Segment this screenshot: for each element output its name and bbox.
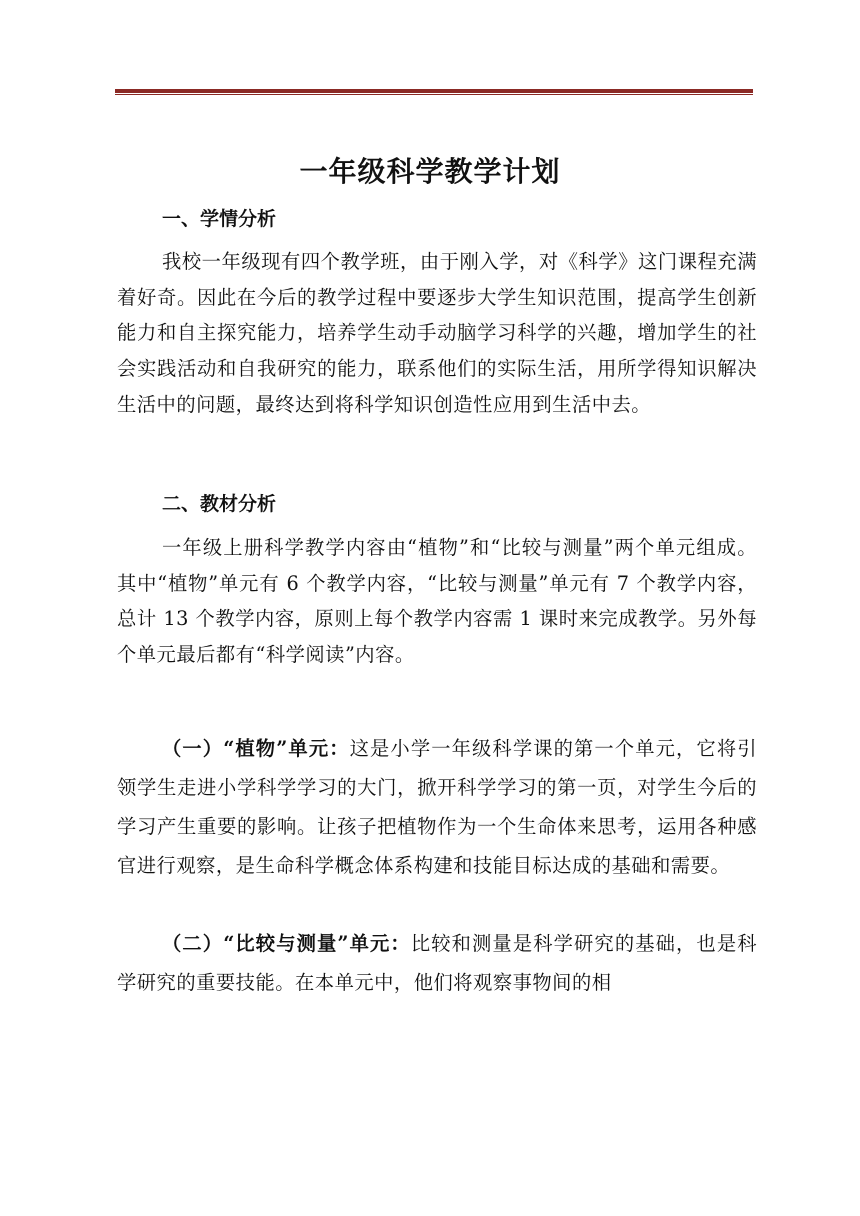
unit-plants-text: 这是小学一年级科学课的第一个单元，它将引领学生走进小学科学学习的大门，掀开科学学习的第一页，对学生今后的学习产生重要的影响。让孩子把植物作为一个生命体来思考，运用各种感官进行观察，是生命科学概念体系构建和技能目标达成的基础和需要。 [117,737,758,877]
unit-measure-text: 比较和测量是科学研究的基础，也是科学研究的重要技能。在本单元中，他们将观察事物间的相 [117,932,758,994]
unit-measure-paragraph [117,924,757,1002]
section-heading-textbook: 二、教材分析 [162,493,277,515]
unit-plants-lead: （一）“植物”单元： [162,737,350,760]
unit-plants-paragraph [117,729,757,885]
document-title: 一年级科学教学计划 [299,155,561,188]
header-rule [115,89,753,97]
section-text-textbook: 一年级上册科学教学内容由“植物”和“比较与测量”两个单元组成。其中“植物”单元有 6 个教学内容，“比较与测量”单元有 7 个教学内容，总计 13 个教学内容，原则上每个教学内容需 1 课时来完成教学。另外每个单元最后都有“科学阅读”内容。 [117,536,757,667]
header-rule-thick [115,89,753,93]
section-heading-situation: 一、学情分析 [162,208,277,230]
unit-measure-lead: （二）“比较与测量”单元： [162,932,411,955]
section-text-situation: 我校一年级现有四个教学班，由于刚入学，对《科学》这门课程充满着好奇。因此在今后的教学过程中要逐步大学生知识范围，提高学生创新能力和自主探究能力，培养学生动手动脑学习科学的兴趣，增加学生的社会实践活动和自我研究的能力，联系他们的实际生活，用所学得知识解决生活中的问题，最终达到将科学知识创造性应用到生活中去。 [117,250,757,416]
header-rule-thin [115,94,753,95]
